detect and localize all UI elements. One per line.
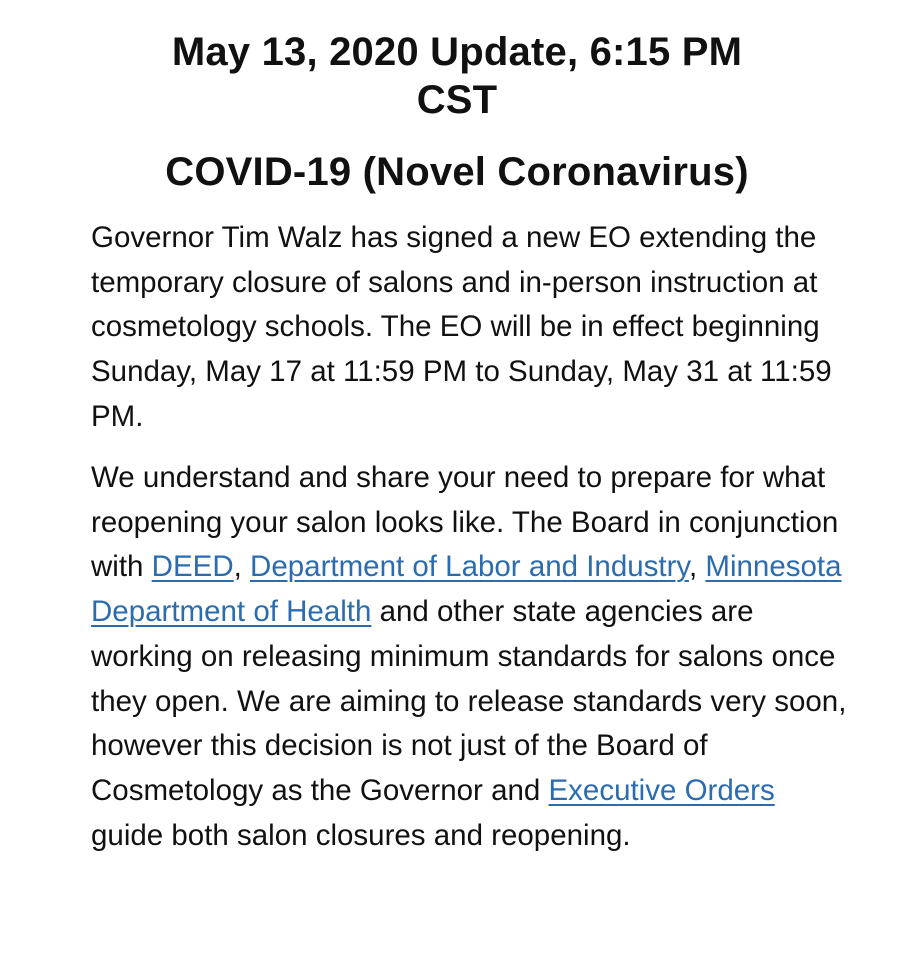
paragraph-text-b: and other state agencies are working on releasing minimum standards for salons once they open. We are aiming to release standards very soon, however this decision is not just of the Board of Cosmetology as the Governor and xyxy=(91,595,847,807)
paragraph-text-a: We understand and share your need to prepare for what reopening your salon looks like. The Board in conjunction with xyxy=(91,461,839,584)
separator-2: , xyxy=(688,550,706,584)
paragraph-text-c: guide both salon closures and reopening. xyxy=(91,818,631,852)
closure-paragraph: Governor Tim Walz has signed a new EO extending the temporary closure of salons and in-person instruction at cosmetology schools. The EO will be in effect beginning Sunday, May 17 at 11:59 PM to Sunday, May 31 at 11:59 PM. xyxy=(91,221,832,433)
date-line-2: CST xyxy=(416,78,498,122)
date-line-1: May 13, 2020 Update, 6:15 PM xyxy=(171,30,743,74)
executive-orders-link[interactable]: Executive Orders xyxy=(548,773,775,807)
health-department-link[interactable]: Minnesota Department of Health xyxy=(91,550,842,629)
standards-paragraph xyxy=(91,456,851,858)
update-date-heading xyxy=(40,28,874,124)
deed-link[interactable]: DEED xyxy=(151,550,234,584)
topic-heading: COVID-19 (Novel Coronavirus) xyxy=(165,150,749,194)
separator-1: , xyxy=(233,550,251,584)
labor-and-industry-link[interactable]: Department of Labor and Industry xyxy=(250,550,689,584)
